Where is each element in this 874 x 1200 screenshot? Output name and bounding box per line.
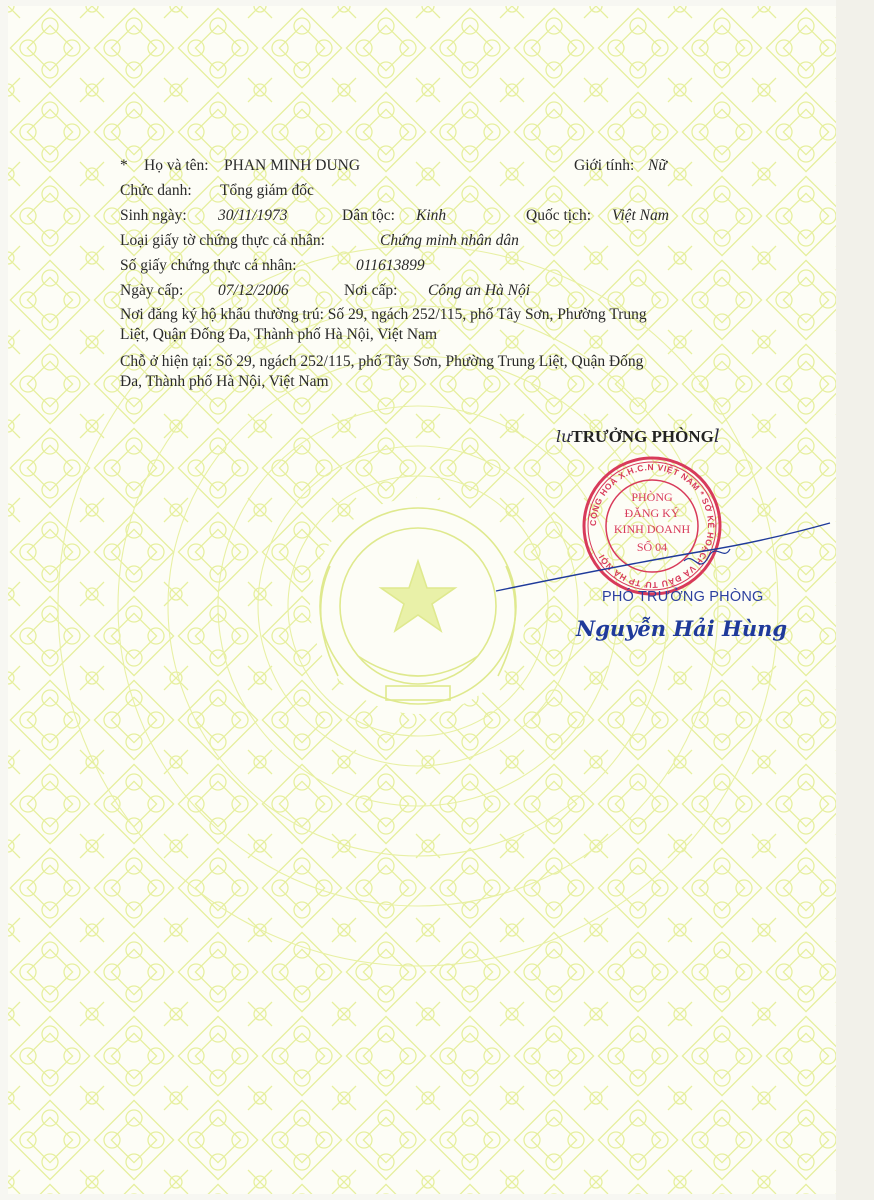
permanent-address-line1: Nơi đăng ký hộ khẩu thường trú: Số 29, ngách 252/115, phố Tây Sơn, Phường Trung (120, 306, 647, 323)
current-address-line2: Đa, Thành phố Hà Nội, Việt Nam (120, 373, 329, 390)
issue-place-label: Nơi cấp: (344, 282, 398, 299)
nationality-label: Quốc tịch: (526, 207, 591, 224)
dob-label: Sinh ngày: (120, 207, 187, 224)
handwritten-initial-left: lư (556, 427, 572, 446)
gender-label: Giới tính: (574, 157, 635, 174)
id-type-label: Loại giấy tờ chứng thực cá nhân: (120, 232, 325, 249)
document-page (8, 6, 836, 1194)
id-number-label: Số giấy chứng thực cá nhân: (120, 257, 297, 274)
id-type-value: Chứng minh nhân dân (380, 232, 519, 249)
gender-value: Nữ (648, 157, 667, 174)
ethnicity-value: Kinh (416, 207, 447, 224)
signer-name: Nguyễn Hải Hùng (576, 616, 788, 641)
scan-edge (836, 0, 874, 1200)
bullet-marker: * (120, 157, 128, 174)
head-of-office-title (556, 426, 720, 447)
title-label: Chức danh: (120, 182, 192, 199)
deputy-head-title: PHÓ TRƯỞNG PHÒNG (602, 589, 764, 605)
id-number-value: 011613899 (356, 257, 425, 274)
name-value: PHAN MINH DUNG (224, 157, 361, 174)
seal-ring-text: CỘNG HOÀ X.H.C.N VIỆT NAM * SỞ KẾ HOẠCH VÀ ĐẦU TƯ TP HÀ NỘI (587, 461, 717, 591)
seal-line-1: PHÒNG (631, 490, 673, 504)
nationality-value: Việt Nam (612, 207, 669, 224)
issue-date-value: 07/12/2006 (218, 282, 289, 299)
seal-line-4: SỐ 04 (636, 540, 668, 554)
head-of-office-title-text: TRƯỞNG PHÒNG (571, 427, 714, 446)
name-label: Họ và tên: (144, 157, 209, 174)
handwritten-initial-right: l (713, 426, 720, 447)
seal-line-2: ĐĂNG KÝ (624, 506, 680, 520)
issue-place-value: Công an Hà Nội (428, 282, 531, 299)
ethnicity-label: Dân tộc: (342, 207, 395, 224)
dob-value: 30/11/1973 (218, 207, 288, 224)
issue-date-label: Ngày cấp: (120, 282, 184, 299)
permanent-address-line2: Liệt, Quận Đống Đa, Thành phố Hà Nội, Việt Nam (120, 326, 438, 343)
current-address-line1: Chỗ ở hiện tại: Số 29, ngách 252/115, phố Tây Sơn, Phường Trung Liệt, Quận Đống (120, 353, 644, 370)
seal-line-3: KINH DOANH (613, 522, 691, 536)
title-value: Tổng giám đốc (220, 182, 314, 199)
